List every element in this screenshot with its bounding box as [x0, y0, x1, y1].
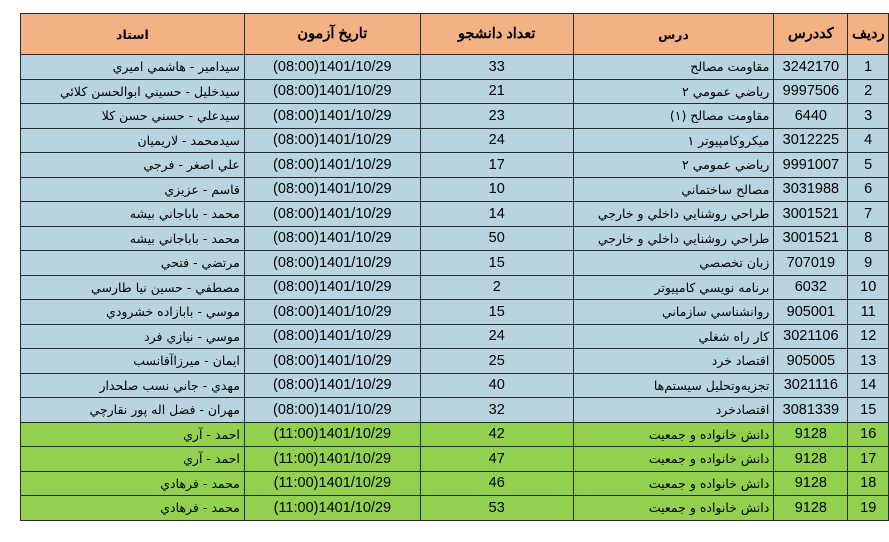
student-count-cell: 33: [420, 55, 573, 80]
course-code-cell: 905001: [774, 300, 848, 325]
exam-date-cell: 1401/10/29(08:00): [244, 275, 420, 300]
course-name-cell: ميكروكامپيوتر ۱: [573, 128, 774, 153]
course-name-cell: زبان تخصصي: [573, 251, 774, 276]
table-row: [21, 496, 889, 521]
teacher-cell: احمد - آري: [21, 422, 245, 447]
exam-date-cell: 1401/10/29(08:00): [244, 153, 420, 178]
teacher-cell: مهدي - جاني نسب صلحدار: [21, 373, 245, 398]
course-name-cell: طراحي روشنايي داخلي و خارجي: [573, 226, 774, 251]
table-row: [21, 324, 889, 349]
student-count-cell: 24: [420, 324, 573, 349]
course-code-cell: 3242170: [774, 55, 848, 80]
row-number-cell: 7: [848, 202, 889, 227]
exam-date-cell: 1401/10/29(08:00): [244, 202, 420, 227]
exam-date-cell: 1401/10/29(08:00): [244, 79, 420, 104]
row-number-cell: 14: [848, 373, 889, 398]
table-row: [21, 300, 889, 325]
table-row: [21, 373, 889, 398]
table-row: [21, 275, 889, 300]
table-row: [21, 79, 889, 104]
exam-date-cell: 1401/10/29(08:00): [244, 104, 420, 129]
course-name-cell: دانش خانواده و جمعيت: [573, 447, 774, 472]
row-number-cell: 12: [848, 324, 889, 349]
course-code-cell: 3081339: [774, 398, 848, 423]
exam-schedule-table: [20, 13, 889, 521]
course-code-cell: 3021116: [774, 373, 848, 398]
table-row: [21, 422, 889, 447]
row-number-cell: 4: [848, 128, 889, 153]
course-code-cell: 9128: [774, 422, 848, 447]
teacher-cell: احمد - آري: [21, 447, 245, 472]
exam-date-cell: 1401/10/29(08:00): [244, 300, 420, 325]
course-name-cell: رياضي عمومي ۲: [573, 79, 774, 104]
exam-date-cell: 1401/10/29(08:00): [244, 177, 420, 202]
course-name-cell: روانشناسي سازماني: [573, 300, 774, 325]
teacher-cell: سيدمحمد - لاريميان: [21, 128, 245, 153]
teacher-cell: ايمان - ميرزاآقانسب: [21, 349, 245, 374]
teacher-cell: محمد - باباجاني بيشه: [21, 226, 245, 251]
table-row: [21, 128, 889, 153]
header-student-count: تعداد دانشجو: [420, 14, 573, 55]
student-count-cell: 47: [420, 447, 573, 472]
teacher-cell: مصطفي - حسين نيا طارسي: [21, 275, 245, 300]
course-name-cell: مقاومت مصالح: [573, 55, 774, 80]
course-name-cell: دانش خانواده و جمعيت: [573, 422, 774, 447]
student-count-cell: 24: [420, 128, 573, 153]
student-count-cell: 15: [420, 300, 573, 325]
course-code-cell: 3031988: [774, 177, 848, 202]
header-exam-date: تاریخ آزمون: [244, 14, 420, 55]
table-row: [21, 471, 889, 496]
exam-date-cell: 1401/10/29(08:00): [244, 251, 420, 276]
table-row: [21, 349, 889, 374]
row-number-cell: 10: [848, 275, 889, 300]
teacher-cell: مهران - فضل اله پور نقارچي: [21, 398, 245, 423]
row-number-cell: 17: [848, 447, 889, 472]
table-row: [21, 226, 889, 251]
teacher-cell: موسي - نيازي فرد: [21, 324, 245, 349]
course-code-cell: 6032: [774, 275, 848, 300]
row-number-cell: 19: [848, 496, 889, 521]
exam-date-cell: 1401/10/29(08:00): [244, 55, 420, 80]
course-name-cell: مصالح ساختماني: [573, 177, 774, 202]
student-count-cell: 32: [420, 398, 573, 423]
header-row-number: ردیف: [848, 14, 889, 55]
course-code-cell: 905005: [774, 349, 848, 374]
exam-date-cell: 1401/10/29(08:00): [244, 373, 420, 398]
table-row: [21, 104, 889, 129]
student-count-cell: 23: [420, 104, 573, 129]
student-count-cell: 21: [420, 79, 573, 104]
teacher-cell: سيدخليل - حسيني ابوالحسن كلائي: [21, 79, 245, 104]
header-course-code: کددرس: [774, 14, 848, 55]
student-count-cell: 53: [420, 496, 573, 521]
exam-date-cell: 1401/10/29(08:00): [244, 128, 420, 153]
student-count-cell: 14: [420, 202, 573, 227]
row-number-cell: 2: [848, 79, 889, 104]
table-body: [21, 55, 889, 521]
teacher-cell: قاسم - عزيزي: [21, 177, 245, 202]
exam-date-cell: 1401/10/29(08:00): [244, 324, 420, 349]
course-name-cell: اقتصادخرد: [573, 398, 774, 423]
course-name-cell: اقتصاد خرد: [573, 349, 774, 374]
teacher-cell: سيدعلي - حسني حسن كلا: [21, 104, 245, 129]
table-row: [21, 153, 889, 178]
row-number-cell: 8: [848, 226, 889, 251]
exam-date-cell: 1401/10/29(11:00): [244, 496, 420, 521]
course-code-cell: 9128: [774, 447, 848, 472]
teacher-cell: محمد - فرهادي: [21, 471, 245, 496]
course-name-cell: تجزيه‌وتحليل سيستم‌ها: [573, 373, 774, 398]
table-row: [21, 202, 889, 227]
student-count-cell: 17: [420, 153, 573, 178]
course-name-cell: كار راه شغلي: [573, 324, 774, 349]
row-number-cell: 9: [848, 251, 889, 276]
student-count-cell: 10: [420, 177, 573, 202]
row-number-cell: 11: [848, 300, 889, 325]
exam-date-cell: 1401/10/29(08:00): [244, 349, 420, 374]
course-code-cell: 9997506: [774, 79, 848, 104]
student-count-cell: 25: [420, 349, 573, 374]
row-number-cell: 15: [848, 398, 889, 423]
course-code-cell: 9991007: [774, 153, 848, 178]
course-name-cell: مقاومت مصالح (۱): [573, 104, 774, 129]
course-code-cell: 3001521: [774, 202, 848, 227]
table-row: [21, 398, 889, 423]
row-number-cell: 3: [848, 104, 889, 129]
exam-date-cell: 1401/10/29(08:00): [244, 398, 420, 423]
exam-date-cell: 1401/10/29(11:00): [244, 471, 420, 496]
student-count-cell: 2: [420, 275, 573, 300]
exam-date-cell: 1401/10/29(11:00): [244, 422, 420, 447]
row-number-cell: 13: [848, 349, 889, 374]
course-code-cell: 3021106: [774, 324, 848, 349]
exam-date-cell: 1401/10/29(08:00): [244, 226, 420, 251]
student-count-cell: 50: [420, 226, 573, 251]
row-number-cell: 1: [848, 55, 889, 80]
header-teacher: استاد: [21, 14, 245, 55]
table-row: [21, 177, 889, 202]
row-number-cell: 16: [848, 422, 889, 447]
teacher-cell: مرتضي - فتحي: [21, 251, 245, 276]
teacher-cell: علي اصغر - فرجي: [21, 153, 245, 178]
exam-date-cell: 1401/10/29(11:00): [244, 447, 420, 472]
exam-schedule-table-wrapper: [20, 13, 889, 521]
course-name-cell: دانش خانواده و جمعيت: [573, 496, 774, 521]
student-count-cell: 15: [420, 251, 573, 276]
row-number-cell: 5: [848, 153, 889, 178]
table-row: [21, 55, 889, 80]
header-row: [21, 14, 889, 55]
row-number-cell: 18: [848, 471, 889, 496]
course-code-cell: 3001521: [774, 226, 848, 251]
student-count-cell: 40: [420, 373, 573, 398]
teacher-cell: محمد - باباجاني بيشه: [21, 202, 245, 227]
student-count-cell: 46: [420, 471, 573, 496]
header-course: درس: [573, 14, 774, 55]
course-name-cell: برنامه نويسي كامپيوتر: [573, 275, 774, 300]
course-code-cell: 707019: [774, 251, 848, 276]
student-count-cell: 42: [420, 422, 573, 447]
table-row: [21, 447, 889, 472]
course-name-cell: رياضي عمومي ۲: [573, 153, 774, 178]
course-name-cell: طراحي روشنايي داخلي و خارجي: [573, 202, 774, 227]
table-row: [21, 251, 889, 276]
course-code-cell: 6440: [774, 104, 848, 129]
course-code-cell: 3012225: [774, 128, 848, 153]
course-code-cell: 9128: [774, 496, 848, 521]
course-code-cell: 9128: [774, 471, 848, 496]
teacher-cell: موسي - بابازاده خشرودي: [21, 300, 245, 325]
course-name-cell: دانش خانواده و جمعيت: [573, 471, 774, 496]
row-number-cell: 6: [848, 177, 889, 202]
teacher-cell: سیدامیر - هاشمي اميري: [21, 55, 245, 80]
teacher-cell: محمد - فرهادي: [21, 496, 245, 521]
